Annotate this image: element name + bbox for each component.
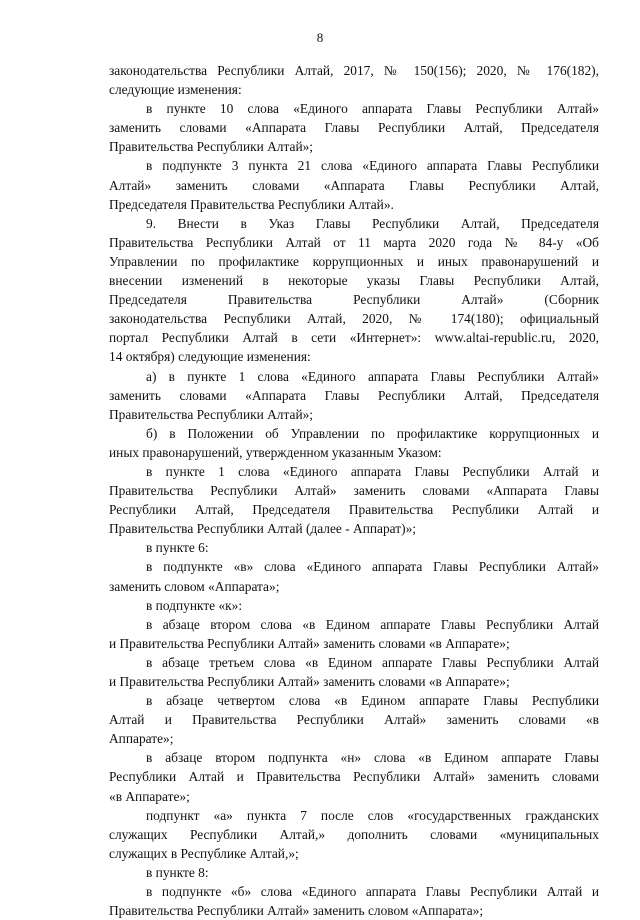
- text-line: в абзаце третьем слова «в Едином аппарате Главы Республики Алтай: [146, 654, 599, 670]
- text-line: заменить словом «Аппарата»;: [109, 578, 280, 594]
- text-line: Правительства Республики Алтай» заменить словами «Аппарата Главы: [109, 483, 599, 499]
- text-line: в подпункте «в» слова «Единого аппарата Главы Республики Алтай»: [146, 559, 599, 575]
- text-line: в пункте 1 слова «Единого аппарата Главы Республики Алтай и: [146, 463, 599, 479]
- text-line: б) в Положении об Управлении по профилактике коррупционных и: [146, 425, 599, 441]
- text-line: Аппарате»;: [109, 731, 174, 747]
- text-line: в пункте 10 слова «Единого аппарата Главы Республики Алтай»: [146, 101, 599, 117]
- text-line: Правительства Республики Алтай»;: [109, 406, 314, 422]
- text-line: в абзаце четвертом слова «в Едином аппарате Главы Республики: [146, 693, 599, 709]
- text-line: в пункте 8:: [146, 864, 209, 880]
- text-line: Правительства Республики Алтай»;: [109, 139, 314, 155]
- document-body: [109, 61, 599, 920]
- text-line: а) в пункте 1 слова «Единого аппарата Главы Республики Алтай»: [146, 368, 599, 384]
- text-line: законодательства Республики Алтай, 2020, № 174(180); официальный: [109, 311, 599, 327]
- text-line: Правительства Республики Алтай» заменить словом «Аппарата»;: [109, 903, 484, 919]
- text-line: подпункт «а» пункта 7 после слов «государственных гражданских: [146, 807, 599, 823]
- text-line: портал Республики Алтай в сети «Интернет»: www.altai-republic.ru, 2020,: [109, 330, 599, 346]
- text-line: и Правительства Республики Алтай» заменить словами «в Аппарате»;: [109, 674, 510, 689]
- text-line: 9. Внести в Указ Главы Республики Алтай, Председателя: [146, 215, 599, 231]
- text-line: Правительства Республики Алтай от 11 марта 2020 года № 84-у «Об: [109, 234, 599, 250]
- text-line: Председателя Правительства Республики Алтай».: [109, 196, 394, 212]
- text-line: служащих в Республике Алтай,»;: [109, 845, 299, 861]
- text-line: Республики Алтай и Правительства Республики Алтай» заменить словами: [109, 769, 599, 785]
- text-line: внесении изменений в некоторые указы Главы Республики Алтай,: [109, 273, 599, 289]
- text-line: служащих Республики Алтай,» дополнить словами «муниципальных: [109, 826, 599, 842]
- text-line: заменить словами «Аппарата Главы Республики Алтай, Председателя: [109, 387, 599, 403]
- text-line: 14 октября) следующие изменения:: [109, 349, 311, 365]
- text-line: в пункте 6:: [146, 540, 209, 556]
- text-line: «в Аппарате»;: [109, 788, 190, 804]
- text-line: в абзаце втором слова «в Едином аппарате Главы Республики Алтай: [146, 616, 599, 632]
- text-line: в подпункте 3 пункта 21 слова «Единого аппарата Главы Республики: [146, 158, 599, 174]
- text-line: в подпункте «б» слова «Единого аппарата Главы Республики Алтай и: [146, 884, 599, 900]
- text-line: Правительства Республики Алтай (далее - Аппарат)»;: [109, 521, 416, 537]
- text-line: Республики Алтай, Председателя Правительства Республики Алтай и: [109, 502, 599, 518]
- text-line: Алтай и Правительства Республики Алтай» заменить словами «в: [109, 712, 599, 728]
- text-line: Алтай» заменить словами «Аппарата Главы Республики Алтай,: [109, 177, 599, 193]
- text-line: иных правонарушений, утвержденном указанным Указом:: [109, 444, 442, 460]
- text-line: Управлении по профилактике коррупционных и иных правонарушений и: [109, 253, 599, 269]
- text-line: в абзаце втором подпункта «н» слова «в Едином аппарате Главы: [146, 750, 599, 766]
- text-line: в подпункте «к»:: [146, 597, 243, 613]
- text-line: Председателя Правительства Республики Алтай» (Сборник: [109, 292, 599, 308]
- text-line: законодательства Республики Алтай, 2017, № 150(156); 2020, № 176(182),: [109, 63, 599, 78]
- page-number: 8: [316, 30, 324, 45]
- text-line: следующие изменения:: [109, 82, 242, 98]
- text-line: и Правительства Республики Алтай» заменить словами «в Аппарате»;: [109, 635, 510, 651]
- text-line: заменить словами «Аппарата Главы Республики Алтай, Председателя: [109, 120, 599, 136]
